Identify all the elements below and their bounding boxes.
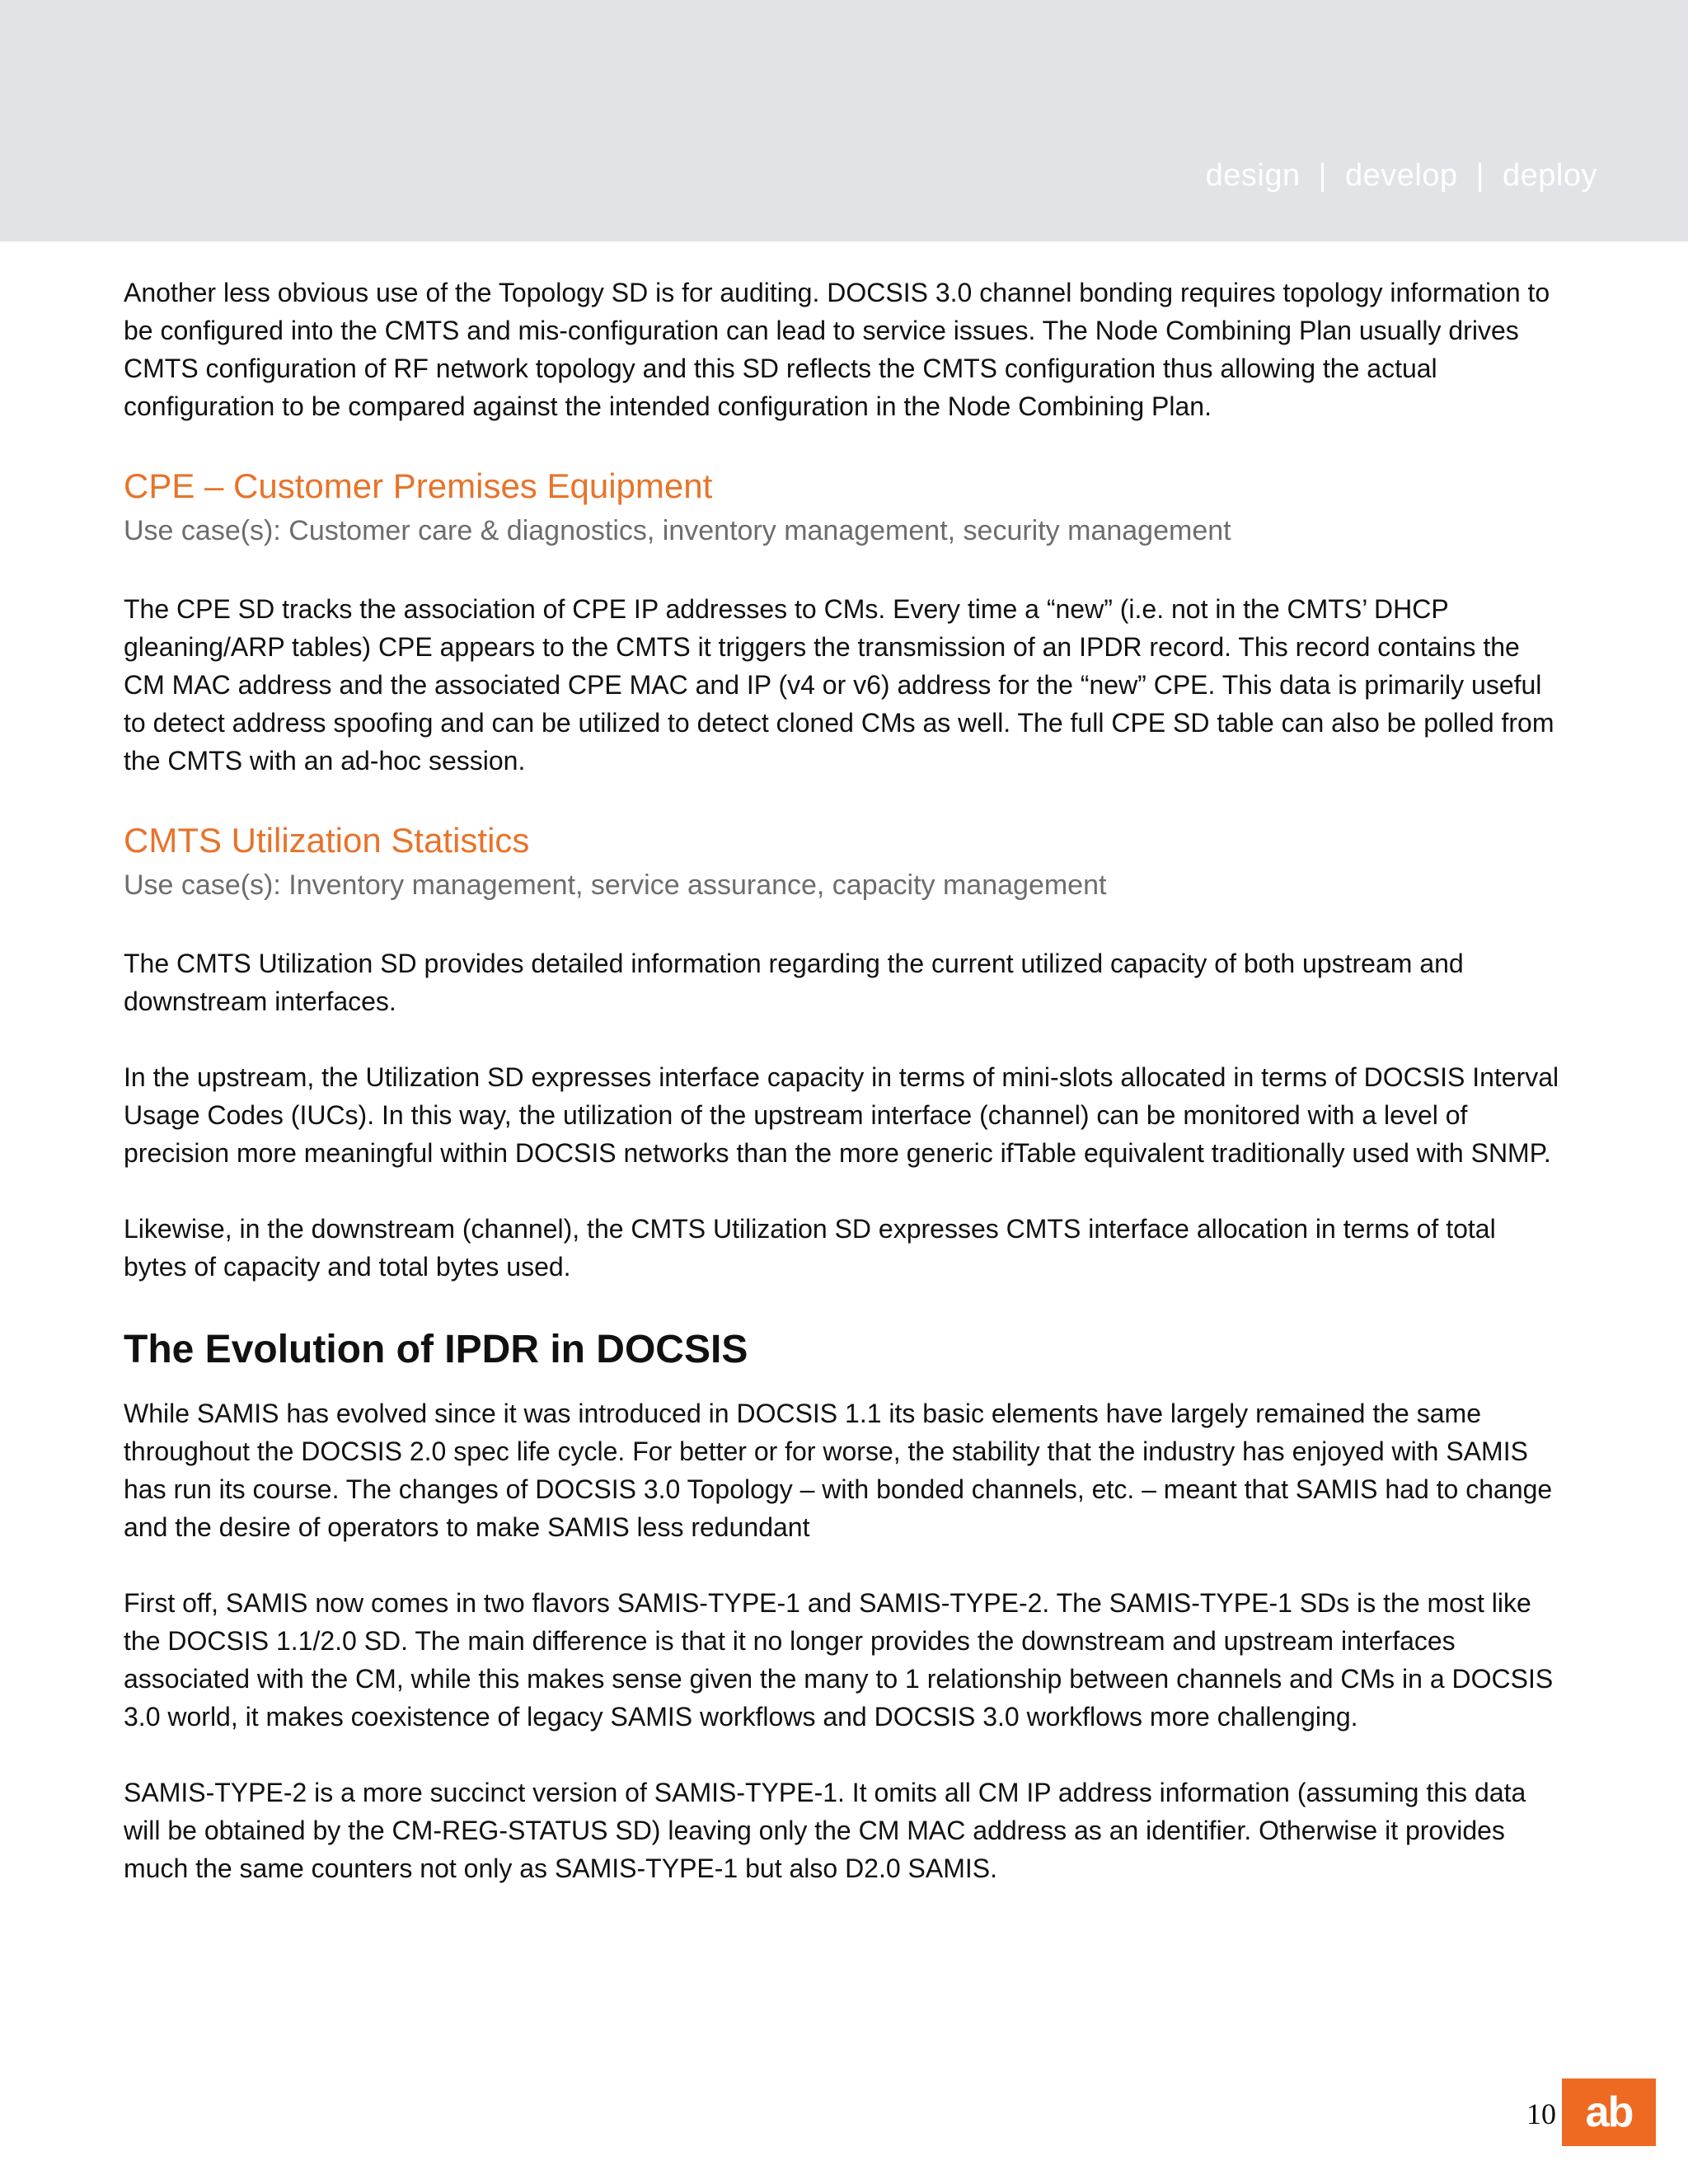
evolution-paragraph: SAMIS-TYPE-2 is a more succinct version of SAMIS-TYPE-1. It omits all CM IP address information (assuming this data will be obtained by the CM-REG-STATUS SD) leaving only the CM MAC address as an identifier. Otherwise it provides much the same counters not only as SAMIS-TYPE-1 but also D2.0 SAMIS. xyxy=(124,1778,1526,1883)
tagline-separator: | xyxy=(1475,158,1485,193)
use-case-line: Use case(s): Inventory management, service assurance, capacity management xyxy=(124,869,1107,901)
tagline-design: design xyxy=(1205,158,1301,193)
page-number: 10 xyxy=(1526,2097,1556,2130)
evolution-heading: The Evolution of IPDR in DOCSIS xyxy=(124,1328,748,1371)
section-evolution xyxy=(124,1324,1566,1887)
evolution-paragraph: While SAMIS has evolved since it was introduced in DOCSIS 1.1 its basic elements have largely remained the same throughout the DOCSIS 2.0 spec life cycle. For better or for worse, the stability that the industry has enjoyed with SAMIS has run its course. The changes of DOCSIS 3.0 Topology – with bonded channels, etc. – meant that SAMIS had to change and the desire of operators to make SAMIS less redundant xyxy=(124,1399,1553,1542)
tagline xyxy=(1206,158,1597,194)
document-body xyxy=(124,274,1566,1925)
tagline-deploy: deploy xyxy=(1503,158,1597,193)
section-paragraph: Likewise, in the downstream (channel), the CMTS Utilization SD expresses CMTS interface allocation in terms of total bytes of capacity and total bytes used. xyxy=(124,1214,1496,1282)
section-heading: CPE – Customer Premises Equipment xyxy=(124,466,713,505)
section-paragraph: The CMTS Utilization SD provides detailed information regarding the current utilized capacity of both upstream and downstream interfaces. xyxy=(124,949,1464,1016)
section-paragraph: The CPE SD tracks the association of CPE IP addresses to CMs. Every time a “new” (i.e. not in the CMTS’ DHCP gleaning/ARP tables) CPE appears to the CMTS it triggers the transmission of an IPDR record. This record contains the CM MAC address and the associated CPE MAC and IP (v4 or v6) address for the “new” CPE. This data is primarily useful to detect address spoofing and can be utilized to detect cloned CMs as well. The full CPE SD table can also be polled from the CMTS with an ad-hoc session. xyxy=(124,594,1554,776)
logo-text: ab xyxy=(1585,2088,1633,2136)
section-cpe xyxy=(124,463,1566,780)
section-cmts-utilization xyxy=(124,818,1566,1286)
company-logo-icon xyxy=(1562,2079,1656,2146)
tagline-develop: develop xyxy=(1345,158,1458,193)
section-heading: CMTS Utilization Statistics xyxy=(124,821,530,860)
header-band xyxy=(0,0,1688,241)
evolution-paragraph: First off, SAMIS now comes in two flavors SAMIS-TYPE-1 and SAMIS-TYPE-2. The SAMIS-TYPE-1 SDs is the most like the DOCSIS 1.1/2.0 SD. The main difference is that it no longer provides the downstream and upstream interfaces associated with the CM, while this makes sense given the many to 1 relationship between channels and CMs in a DOCSIS 3.0 world, it makes coexistence of legacy SAMIS workflows and DOCSIS 3.0 workflows more challenging. xyxy=(124,1588,1554,1732)
use-case-line: Use case(s): Customer care & diagnostics, inventory management, security management xyxy=(124,515,1231,546)
section-paragraph: In the upstream, the Utilization SD expresses interface capacity in terms of mini-slots allocated in terms of DOCSIS Interval Usage Codes (IUCs). In this way, the utilization of the upstream interface (channel) can be monitored with a level of precision more meaningful within DOCSIS networks than the more generic ifTable equivalent traditionally used with SNMP. xyxy=(124,1062,1559,1168)
tagline-separator: | xyxy=(1318,158,1328,193)
intro-paragraph: Another less obvious use of the Topology SD is for auditing. DOCSIS 3.0 channel bonding requires topology information to be configured into the CMTS and mis-configuration can lead to service issues. The Node Combining Plan usually drives CMTS configuration of RF network topology and this SD reflects the CMTS configuration thus allowing the actual configuration to be compared against the intended configuration in the Node Combining Plan. xyxy=(124,278,1550,421)
